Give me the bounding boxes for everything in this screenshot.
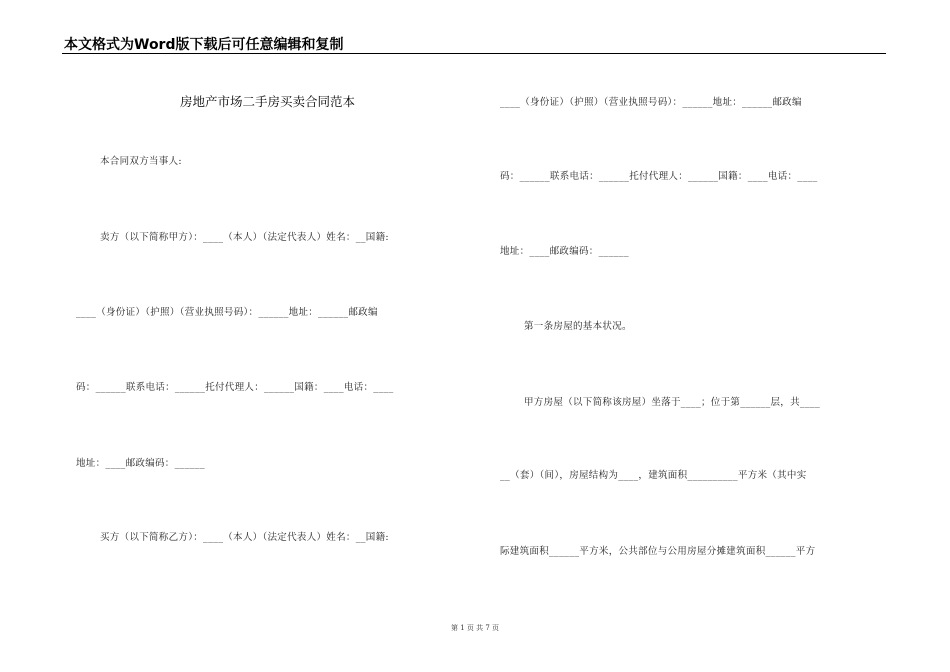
paragraph-line: 地址：____邮政编码：______ xyxy=(76,458,205,469)
page-number: 第 1 页 共 7 页 xyxy=(450,624,500,632)
section-heading: 第一条房屋的基本状况。 xyxy=(524,321,632,332)
document-title: 房地产市场二手房买卖合同范本 xyxy=(179,94,355,109)
paragraph-line: 码：______联系电话：______托付代理人：______国籍：____电话：____ xyxy=(76,382,394,393)
paragraph-line: 际建筑面积______平方米，公共部位与公用房屋分摊建筑面积______平方 xyxy=(500,546,816,557)
header-title: 本文格式为Word版下载后可任意编辑和复制 xyxy=(64,37,344,53)
paragraph-line: 甲方房屋（以下简称该房屋）坐落于____；位于第______层，共____ xyxy=(524,397,821,408)
paragraph-line: 本合同双方当事人: xyxy=(100,156,182,167)
paragraph-line: 地址：____邮政编码：______ xyxy=(500,246,629,257)
paragraph-line: 买方（以下简称乙方）：____（本人）（法定代表人）姓名：__国籍: xyxy=(100,532,389,543)
paragraph-line: ____（身份证）（护照）（营业执照号码）：______地址：______邮政编 xyxy=(500,97,802,108)
paragraph-line: __（套）（间），房屋结构为____，建筑面积__________平方米（其中实 xyxy=(500,470,807,481)
paragraph-line: 码：______联系电话：______托付代理人：______国籍：____电话：____ xyxy=(500,171,818,182)
header-divider xyxy=(62,53,886,54)
paragraph-line: 卖方（以下简称甲方）：____（本人）（法定代表人）姓名：__国籍: xyxy=(100,232,389,243)
paragraph-line: ____（身份证）（护照）（营业执照号码）：______地址：______邮政编 xyxy=(76,307,378,318)
